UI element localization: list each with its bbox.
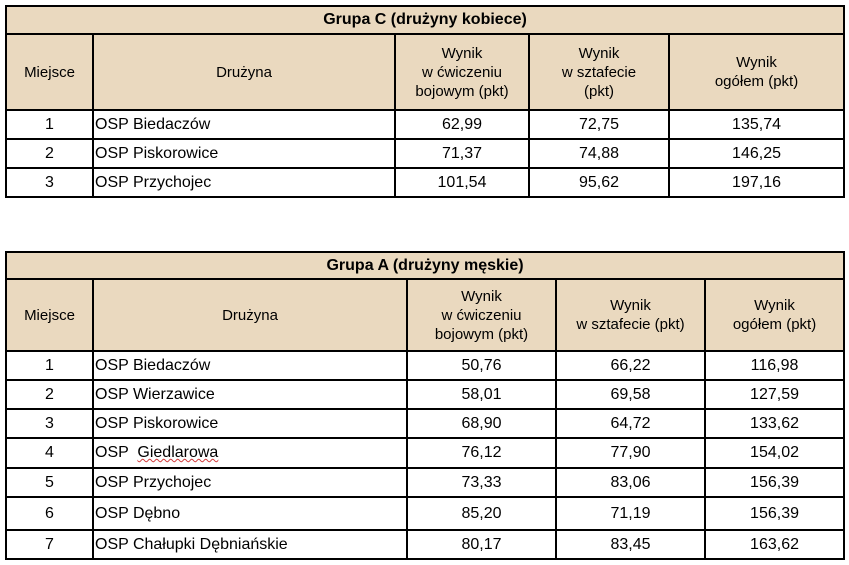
cell-total-score: 163,62 bbox=[705, 530, 844, 559]
cell-place: 1 bbox=[6, 351, 93, 380]
table-row bbox=[6, 530, 844, 559]
cell-team: OSP Wierzawice bbox=[93, 380, 407, 409]
table-title: Grupa A (drużyny męskie) bbox=[6, 252, 844, 279]
cell-relay-score: 66,22 bbox=[556, 351, 705, 380]
cell-team: OSP Przychojec bbox=[93, 468, 407, 497]
header-combat-score: Wynik w ćwiczeniu bojowym (pkt) bbox=[407, 279, 556, 351]
cell-team: OSP Piskorowice bbox=[93, 139, 395, 168]
table-row bbox=[6, 380, 844, 409]
header-team: Drużyna bbox=[93, 34, 395, 110]
header-place: Miejsce bbox=[6, 279, 93, 351]
header-place: Miejsce bbox=[6, 34, 93, 110]
cell-team: OSP Biedaczów bbox=[93, 110, 395, 139]
cell-relay-score: 71,19 bbox=[556, 497, 705, 530]
cell-total-score: 133,62 bbox=[705, 409, 844, 438]
results-table-group-c bbox=[5, 5, 845, 198]
cell-place: 4 bbox=[6, 438, 93, 468]
cell-team: OSP Dębno bbox=[93, 497, 407, 530]
cell-place: 7 bbox=[6, 530, 93, 559]
cell-place: 1 bbox=[6, 110, 93, 139]
table-row bbox=[6, 497, 844, 530]
spellcheck-flagged-word: Giedlarowa bbox=[137, 444, 219, 461]
cell-combat-score: 62,99 bbox=[395, 110, 529, 139]
header-relay-score: Wynik w sztafecie (pkt) bbox=[556, 279, 705, 351]
cell-place: 3 bbox=[6, 168, 93, 197]
header-total-score: Wynik ogółem (pkt) bbox=[705, 279, 844, 351]
cell-combat-score: 101,54 bbox=[395, 168, 529, 197]
header-combat-score: Wynik w ćwiczeniu bojowym (pkt) bbox=[395, 34, 529, 110]
cell-place: 5 bbox=[6, 468, 93, 497]
cell-combat-score: 50,76 bbox=[407, 351, 556, 380]
cell-relay-score: 69,58 bbox=[556, 380, 705, 409]
table-row bbox=[6, 438, 844, 468]
cell-combat-score: 68,90 bbox=[407, 409, 556, 438]
cell-total-score: 197,16 bbox=[669, 168, 844, 197]
cell-relay-score: 72,75 bbox=[529, 110, 669, 139]
cell-total-score: 146,25 bbox=[669, 139, 844, 168]
cell-relay-score: 83,06 bbox=[556, 468, 705, 497]
cell-team: OSP Przychojec bbox=[93, 168, 395, 197]
cell-total-score: 127,59 bbox=[705, 380, 844, 409]
cell-relay-score: 64,72 bbox=[556, 409, 705, 438]
cell-combat-score: 85,20 bbox=[407, 497, 556, 530]
table-row bbox=[6, 110, 844, 139]
cell-combat-score: 80,17 bbox=[407, 530, 556, 559]
cell-team: OSP Biedaczów bbox=[93, 351, 407, 380]
cell-place: 3 bbox=[6, 409, 93, 438]
cell-relay-score: 83,45 bbox=[556, 530, 705, 559]
cell-total-score: 135,74 bbox=[669, 110, 844, 139]
cell-total-score: 116,98 bbox=[705, 351, 844, 380]
header-team: Drużyna bbox=[93, 279, 407, 351]
table-row bbox=[6, 168, 844, 197]
cell-combat-score: 73,33 bbox=[407, 468, 556, 497]
table-title: Grupa C (drużyny kobiece) bbox=[6, 6, 844, 34]
cell-relay-score: 74,88 bbox=[529, 139, 669, 168]
cell-total-score: 156,39 bbox=[705, 497, 844, 530]
cell-place: 6 bbox=[6, 497, 93, 530]
cell-combat-score: 58,01 bbox=[407, 380, 556, 409]
cell-combat-score: 71,37 bbox=[395, 139, 529, 168]
cell-total-score: 154,02 bbox=[705, 438, 844, 468]
table-row bbox=[6, 468, 844, 497]
cell-team: OSP Chałupki Dębniańskie bbox=[93, 530, 407, 559]
cell-team bbox=[93, 438, 407, 468]
cell-total-score: 156,39 bbox=[705, 468, 844, 497]
table-row bbox=[6, 351, 844, 380]
cell-combat-score: 76,12 bbox=[407, 438, 556, 468]
cell-place: 2 bbox=[6, 139, 93, 168]
cell-relay-score: 95,62 bbox=[529, 168, 669, 197]
header-total-score: Wynik ogółem (pkt) bbox=[669, 34, 844, 110]
header-relay-score: Wynik w sztafecie (pkt) bbox=[529, 34, 669, 110]
results-table-group-a bbox=[5, 251, 845, 560]
cell-relay-score: 77,90 bbox=[556, 438, 705, 468]
table-row bbox=[6, 139, 844, 168]
team-prefix: OSP bbox=[95, 444, 138, 461]
cell-team: OSP Piskorowice bbox=[93, 409, 407, 438]
cell-place: 2 bbox=[6, 380, 93, 409]
table-row bbox=[6, 409, 844, 438]
